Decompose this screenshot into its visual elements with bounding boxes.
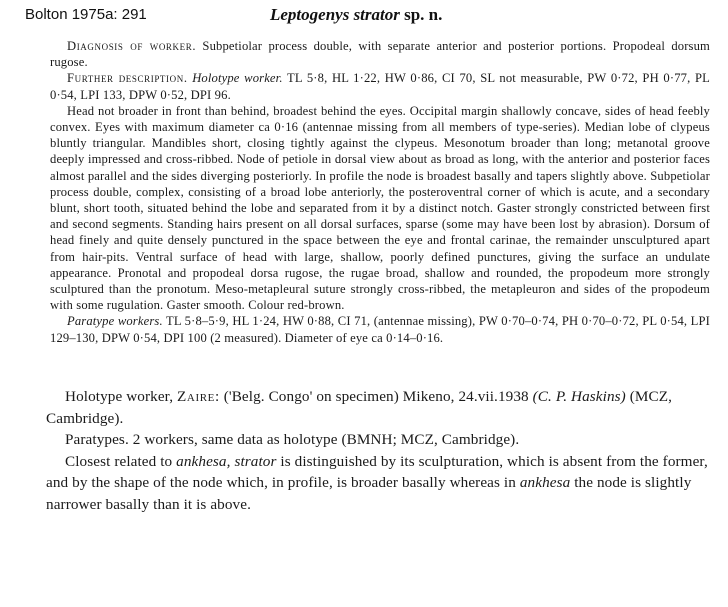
taxon-suffix: sp. n. xyxy=(404,5,443,24)
comparison-species-1: ankhesa, xyxy=(176,452,231,470)
morphology-paragraph: Head not broader in front than behind, broadest behind the eyes. Occipital margin shallowly concave, sides of head feebly convex. Eyes with maximum diameter ca 0·16 (antennae missing from all members of type-series). Median lobe of clypeus bluntly triangular. Mandibles short, closing tightly against the clypeus. Mesonotum broader than long; metanotal groove deeply impressed and cross-ribbed. Node of petiole in dorsal view about as broad as long, with the anterior and posterior faces almost parallel and the sides diverging posteriorly. In profile the node is broadest basally and tapers slightly above. Subpetiolar process double, complex, consisting of a broad lobe anteriorly, the posteroventral corner of which is acute, and a secondary blunt, short tooth, situated behind the lobe and separated from it by a distinct notch. Gaster strongly constricted between first and second segments. Standing hairs present on all dorsal surfaces, sparse (some may have been lost by abrasion). Dorsum of head finely and quite densely punctured in the space between the eye and frontal carinae, the remainder unsculptured apart from hair-pits. Ventral surface of head with large, shallow, poorly defined punctures, giving the surface an undulate appearance. Pronotal and propodeal dorsa rugose, the rugae broad, shallow and rounded, the propodeum more strongly sculptured than the pronotum. Meso-metapleural suture strongly cross-ribbed, the metapleuron and sides of the propodeum with some rugulation. Gaster smooth. Colour red-brown. xyxy=(50,103,710,313)
paratype-paragraph xyxy=(50,313,710,345)
holotype-lead: Holotype worker, xyxy=(65,388,174,405)
holotype-locality: ('Belg. Congo' on specimen) Mikeno, 24.vii.1938 xyxy=(223,388,529,405)
paratype-heading: Paratype workers. xyxy=(67,314,163,329)
holotype-measurements: TL 5·8, HL 1·22, HW 0·86, CI 70, SL not measurable, PW 0·72, PH 0·77, PL 0·54, LPI 133, DPW 0·52, DPI 96. xyxy=(50,71,710,102)
holotype-collector: (C. P. Haskins) xyxy=(532,388,626,405)
paratypes-paragraph xyxy=(46,429,716,451)
holotype-country: Zaire: xyxy=(177,388,220,405)
further-description-heading: Further description. xyxy=(67,71,188,86)
holotype-paragraph xyxy=(46,386,716,429)
comparison-text-1: Closest related to xyxy=(65,452,173,470)
holotype-depository: (MCZ, Cambridge). xyxy=(46,388,672,427)
comparison-paragraph xyxy=(46,451,716,516)
description-block xyxy=(50,38,710,346)
reference-header: Bolton 1975a: 291 xyxy=(25,6,147,23)
comparison-species-2: strator xyxy=(234,452,277,470)
taxon-name: Leptogenys strator xyxy=(270,5,400,24)
diagnosis-text: Subpetiolar process double, with separate anterior and posterior portions. Propodeal dorsum rugose. xyxy=(50,39,711,70)
diagnosis-heading: Diagnosis of worker. xyxy=(67,39,197,53)
paratypes-text: 2 workers, same data as holotype (BMNH; MCZ, Cambridge). xyxy=(132,431,520,449)
holotype-subheading: Holotype worker. xyxy=(192,71,283,86)
type-material-block xyxy=(46,386,716,516)
comparison-species-3: ankhesa xyxy=(519,474,571,492)
comparison-text-3: the node is slightly narrower basally than it is above. xyxy=(46,474,692,513)
paratypes-lead: Paratypes. xyxy=(65,431,129,449)
diagnosis-paragraph xyxy=(50,38,710,70)
further-description-paragraph xyxy=(50,70,710,102)
comparison-text-2: is distinguished by its sculpturation, which is absent from the former, and by the shape of the node which, in profile, is broader basally whereas in xyxy=(46,452,708,492)
paratype-measurements: TL 5·8–5·9, HL 1·24, HW 0·88, CI 71, (antennae missing), PW 0·70–0·74, PH 0·70–0·72, PL 0·54, LPI 129–130, DPW 0·54, DPI 100 (2 measured). Diameter of eye ca 0·14–0·16. xyxy=(50,314,710,345)
species-title xyxy=(270,5,442,25)
